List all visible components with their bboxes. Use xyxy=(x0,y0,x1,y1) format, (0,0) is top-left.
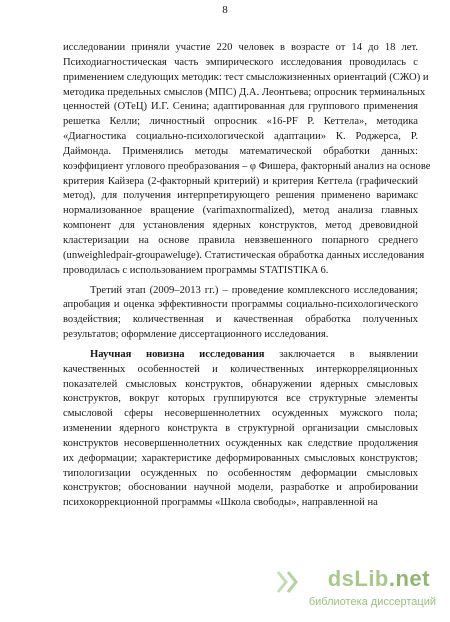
text-line: кластеризации на основе правила невзвешенного попарного среднего xyxy=(63,234,418,246)
text-line: компонент для установления ядерных конструктов, метод древовидной xyxy=(63,220,418,232)
text-line: метод), для получения интерпретирующего решения применено варимакс xyxy=(63,190,418,202)
text-line: результатов; оформление диссертационного исследования. xyxy=(63,329,329,341)
text-line: качественных особенностей и количественных интеркорреляционных xyxy=(63,363,418,375)
text-line: методика предельных смыслов (МПС) Д.А. Леонтьева; опросник терминальных xyxy=(63,86,426,98)
text-line: критерия Кайзера (2-факторный критерий) и критерия Кеттела (графический xyxy=(63,175,418,187)
text-line: нормализованное вращение (varimaxnormalized), метод анализа главных xyxy=(63,205,418,217)
text-line: решетка Келли; личностный опросник «16-PF Р. Кеттела», методика xyxy=(63,116,418,128)
novelty-heading: Научная новизна исследования xyxy=(90,348,265,360)
watermark-tagline: библиотека диссертаций xyxy=(308,596,436,608)
watermark-logo-main: dsLib xyxy=(327,566,389,591)
text-line: их деформации; характеристике деформированных смысловых конструктов; xyxy=(63,452,418,464)
text-line: Психодиагностическая часть эмпирического исследования проводилась с xyxy=(63,56,418,68)
text-line: ценностей (ОТеЦ) И.Г. Сенина; адаптированная для группового применения xyxy=(63,101,418,113)
text-line: конструктов; обосновании научной модели, разработке и апробировании xyxy=(63,482,418,494)
text-line: типологизации осужденных по особенностям деформации смысловых xyxy=(63,467,418,479)
text-line: изменении ядерного конструкта в структурной организации смысловых xyxy=(63,423,418,435)
watermark-logo-domain: .net xyxy=(388,566,430,591)
text-line: (unweighledpair-groupaweluge). Статистическая обработка данных исследования xyxy=(63,249,425,261)
text-line: проводилась с использованием программы STATISTIKA 6. xyxy=(63,264,329,276)
text-line: «Диагностика социально-психологической адаптации» К. Роджерса, Р. xyxy=(63,131,418,143)
text-line: апробация и оценка эффективности программы социально-психологического xyxy=(63,299,418,311)
text-line: конструктов, вокруг которых группируются все структурные элементы xyxy=(63,393,418,405)
paragraph-novelty xyxy=(63,348,418,511)
text-line: коэффициент углового преобразования – φ Фишера, факторный анализ на основе xyxy=(63,160,431,172)
novelty-first-line-rest: заключается в выявлении xyxy=(264,348,418,360)
text-line: психокоррекционной программы «Школа свободы», направленной на xyxy=(63,497,378,509)
text-line: Даймонда. Применялись методы математической обработки данных: xyxy=(63,145,418,157)
text-line: Третий этап (2009–2013 гг.) – проведение комплексного исследования; xyxy=(90,284,418,296)
page-number: 8 xyxy=(222,4,228,16)
watermark-arrows-icon xyxy=(274,568,304,596)
text-line: смысловой сферы несовершеннолетних осужденных мужского пола; xyxy=(63,408,418,420)
text-line: конструктов несовершеннолетних осужденных как следствие продолжения xyxy=(63,437,418,449)
document-body xyxy=(63,41,431,511)
text-line: показателей смысловых конструктов, обнаружении ядерных смысловых xyxy=(63,378,418,390)
dslib-watermark xyxy=(266,566,436,614)
paragraph-third-stage xyxy=(63,284,418,343)
text-line: применением следующих методик: тест смысложизненных ориентаций (СЖО) и xyxy=(63,71,429,83)
paragraph-methods xyxy=(63,41,431,279)
novelty-first-line xyxy=(63,348,418,363)
text-line: воздействия; количественная и качественная обработка полученных xyxy=(63,314,418,326)
watermark-logo xyxy=(328,566,430,592)
text-line: исследовании приняли участие 220 человек в возрасте от 14 до 18 лет. xyxy=(63,42,418,53)
